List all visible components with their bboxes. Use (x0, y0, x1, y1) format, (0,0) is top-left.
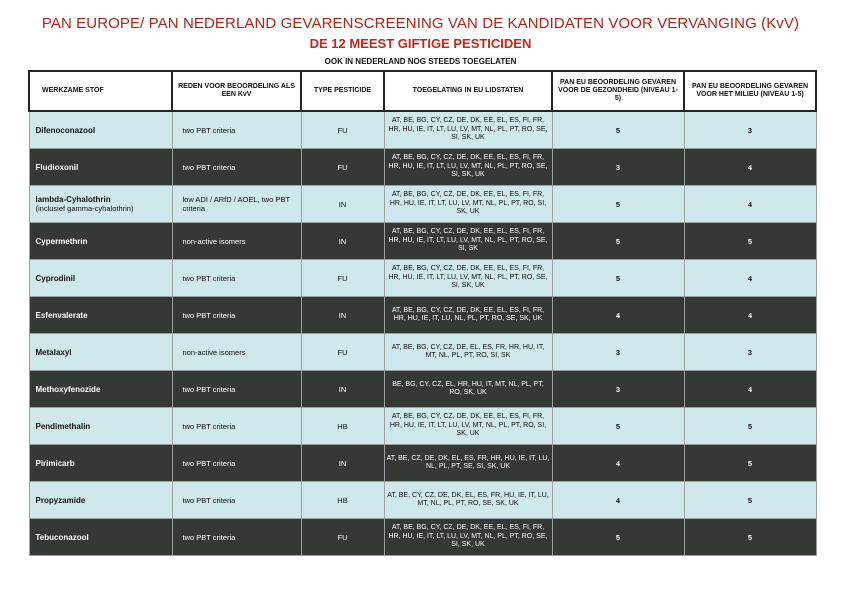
cell-reden: two PBT criteria (172, 408, 301, 445)
table-row (29, 223, 816, 260)
cell-type-pesticide: IN (301, 445, 384, 482)
cell-type-pesticide: IN (301, 223, 384, 260)
cell-milieu-score: 4 (684, 186, 816, 223)
cell-reden: two PBT criteria (172, 445, 301, 482)
cell-gezondheid-score: 5 (552, 519, 684, 556)
cell-toegelating: AT, BE, BG, CY, CZ, DE, DK, EE, EL, ES, FI, FR, HR, HU, IE, IT, LU, NL, PL, PT, RO, SE, SK, UK (384, 297, 552, 334)
cell-toegelating: AT, BE, BG, CY, CZ, DE, DK, EE, EL, ES, FI, FR, HR, HU, IE, IT, LT, LU, LV, MT, NL, PL, PT, RO, SI, SK, UK (384, 408, 552, 445)
cell-gezondheid-score: 4 (552, 445, 684, 482)
cell-type-pesticide: IN (301, 371, 384, 408)
cell-type-pesticide: FU (301, 519, 384, 556)
pesticide-table (28, 70, 817, 556)
page-subtitle: DE 12 MEEST GIFTIGE PESTICIDEN (309, 36, 532, 51)
cell-type-pesticide: FU (301, 111, 384, 149)
cell-toegelating: AT, BE, BG, CY, CZ, DE, EL, ES, FR, HR, HU, IT, MT, NL, PL, PT, RO, SI, SK (384, 334, 552, 371)
cell-milieu-score: 5 (684, 482, 816, 519)
cell-toegelating: AT, BE, BG, CY, CZ, DE, DK, EE, EL, ES, FI, FR, HR, HU, IE, IT, LT, LU, LV, MT, NL, PL, PT, RO, SE, SI, SK (384, 223, 552, 260)
table-row (29, 297, 816, 334)
cell-werkzame-stof (29, 482, 172, 519)
cell-reden: two PBT criteria (172, 260, 301, 297)
cell-werkzame-stof (29, 111, 172, 149)
cell-toegelating: AT, BE, BG, CY, CZ, DE, DK, EE, EL, ES, FI, FR, HR, HU, IE, IT, LT, LU, LV, MT, NL, PL, PT, RO, SI, SK, UK (384, 186, 552, 223)
table-caption: OOK IN NEDERLAND NOG STEEDS TOEGELATEN (324, 57, 517, 66)
stof-name: Cypermethrin (35, 236, 88, 246)
cell-milieu-score: 3 (684, 334, 816, 371)
cell-gezondheid-score: 3 (552, 334, 684, 371)
cell-toegelating: AT, BE, BG, CY, CZ, DE, DK, EE, EL, ES, FI, FR, HR, HU, IE, IT, LT, LU, LV, MT, NL, PL, PT, RO, SE, SI, SK, UK (384, 260, 552, 297)
cell-reden: two PBT criteria (172, 371, 301, 408)
stof-name: Propyzamide (35, 495, 86, 505)
cell-toegelating: AT, BE, BG, CY, CZ, DE, DK, EE, EL, ES, FI, FR, HR, HU, IE, IT, LT, LU, LV, MT, NL, PL, PT, RO, SE, SI, SK, UK (384, 111, 552, 149)
cell-gezondheid-score: 5 (552, 186, 684, 223)
table-row (29, 519, 816, 556)
cell-type-pesticide: HB (301, 482, 384, 519)
cell-toegelating: AT, BE, BG, CY, CZ, DE, DK, EE, EL, ES, FI, FR, HR, HU, IE, IT, LT, LU, LV, MT, NL, PL, PT, RO, SE, SI, SK, UK (384, 149, 552, 186)
cell-toegelating: AT, BE, BG, CY, CZ, DE, DK, EE, EL, ES, FI, FR, HR, HU, IE, IT, LT, LU, LV, MT, NL, PL, PT, RO, SE, SI, SK, UK (384, 519, 552, 556)
table-row (29, 334, 816, 371)
cell-reden: two PBT criteria (172, 482, 301, 519)
header-gezondheid: PAN EU BEOORDELING GEVAREN VOOR DE GEZONDHEID (NIVEAU 1-5) (552, 71, 684, 111)
stof-name: Esfenvalerate (35, 310, 88, 320)
cell-toegelating: BE, BG, CY, CZ, EL, HR, HU, IT, MT, NL, PL, PT, RO, SK, UK (384, 371, 552, 408)
stof-name: Metalaxyl (35, 347, 72, 357)
header-werkzame-stof: WERKZAME STOF (29, 71, 172, 111)
stof-name: Cyprodinil (35, 273, 76, 283)
table-row (29, 186, 816, 223)
cell-type-pesticide: FU (301, 149, 384, 186)
cell-type-pesticide: FU (301, 260, 384, 297)
cell-werkzame-stof (29, 297, 172, 334)
stof-name: Fludioxonil (35, 162, 79, 172)
stof-name: Pirimicarb (35, 458, 75, 468)
table-row (29, 149, 816, 186)
cell-werkzame-stof (29, 149, 172, 186)
stof-note: (inclusief gamma-cyhalothrin) (35, 204, 134, 213)
cell-milieu-score: 5 (684, 519, 816, 556)
cell-type-pesticide: IN (301, 297, 384, 334)
cell-werkzame-stof (29, 445, 172, 482)
cell-milieu-score: 4 (684, 149, 816, 186)
cell-gezondheid-score: 3 (552, 149, 684, 186)
cell-milieu-score: 4 (684, 260, 816, 297)
cell-werkzame-stof (29, 371, 172, 408)
cell-gezondheid-score: 5 (552, 408, 684, 445)
cell-milieu-score: 5 (684, 445, 816, 482)
stof-name: Methoxyfenozide (35, 384, 101, 394)
cell-gezondheid-score: 5 (552, 111, 684, 149)
cell-milieu-score: 5 (684, 408, 816, 445)
table-row (29, 445, 816, 482)
cell-milieu-score: 3 (684, 111, 816, 149)
cell-reden: non-active isomers (172, 334, 301, 371)
cell-gezondheid-score: 3 (552, 371, 684, 408)
cell-reden: two PBT criteria (172, 111, 301, 149)
table-row (29, 371, 816, 408)
cell-gezondheid-score: 4 (552, 297, 684, 334)
table-row (29, 482, 816, 519)
cell-werkzame-stof (29, 186, 172, 223)
cell-werkzame-stof (29, 408, 172, 445)
cell-reden: two PBT criteria (172, 149, 301, 186)
cell-reden: low ADI / ARfD / AOEL, two PBT criteria (172, 186, 301, 223)
cell-werkzame-stof (29, 223, 172, 260)
cell-reden: two PBT criteria (172, 519, 301, 556)
table-row (29, 408, 816, 445)
stof-name: Tebuconazool (35, 532, 89, 542)
cell-milieu-score: 5 (684, 223, 816, 260)
table-header-row (29, 71, 816, 111)
cell-toegelating: AT, BE, CZ, DE, DK, EL, ES, FR, HR, HU, IE, IT, LU, NL, PL, PT, SE, SI, SK, UK (384, 445, 552, 482)
stof-name: Difenoconazool (35, 125, 96, 135)
stof-name: Pendimethalin (35, 421, 91, 431)
cell-toegelating: AT, BE, CY, CZ, DE, DK, EL, ES, FR, HU, IE, IT, LU, MT, NL, PL, PT, RO, SE, SK, UK (384, 482, 552, 519)
header-reden: REDEN VOOR BEOORDELING ALS EEN KvV (172, 71, 301, 111)
cell-reden: two PBT criteria (172, 297, 301, 334)
page-title: PAN EUROPE/ PAN NEDERLAND GEVARENSCREENING VAN DE KANDIDATEN VOOR VERVANGING (KvV) (41, 15, 800, 32)
header-type-pesticide: TYPE PESTICIDE (301, 71, 384, 111)
cell-gezondheid-score: 5 (552, 260, 684, 297)
cell-werkzame-stof (29, 260, 172, 297)
cell-milieu-score: 4 (684, 297, 816, 334)
cell-gezondheid-score: 4 (552, 482, 684, 519)
cell-type-pesticide: FU (301, 334, 384, 371)
cell-reden: non-active isomers (172, 223, 301, 260)
cell-milieu-score: 4 (684, 371, 816, 408)
header-toegelating: TOEGELATING IN EU LIDSTATEN (384, 71, 552, 111)
table-row (29, 260, 816, 297)
cell-werkzame-stof (29, 519, 172, 556)
cell-gezondheid-score: 5 (552, 223, 684, 260)
header-milieu: PAN EU BEOORDELING GEVAREN VOOR HET MILIEU (NIVEAU 1-5) (684, 71, 816, 111)
cell-type-pesticide: IN (301, 186, 384, 223)
cell-type-pesticide: HB (301, 408, 384, 445)
stof-name: lambda-Cyhalothrin (35, 195, 111, 204)
table-row (29, 111, 816, 149)
cell-werkzame-stof (29, 334, 172, 371)
